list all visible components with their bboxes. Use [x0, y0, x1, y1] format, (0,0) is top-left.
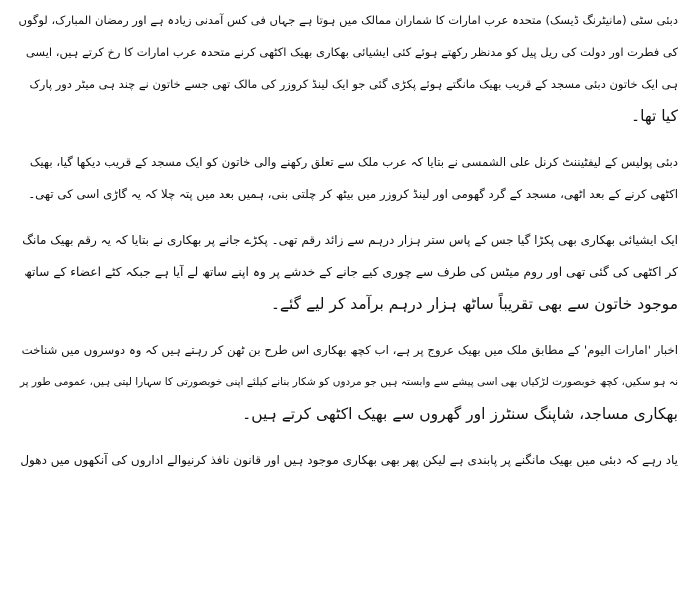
text-line: اخبار 'امارات الیوم' کے مطابق ملک میں بھیک عروج پر ہے، اب کچھ بھکاری اس طرح بن ٹھن کر رہتے ہیں کہ وہ دوسروں میں شناخت	[21, 343, 678, 357]
text-line: موجود خاتون سے بھی تقریباً ساٹھ ہزار درہم برآمد کر لیے گئے۔	[270, 295, 678, 313]
text-line: بھکاری مساجد، شاپنگ سنٹرز اور گھروں سے بھیک اکٹھی کرتے ہیں۔	[242, 405, 678, 423]
article-paragraph-1	[18, 4, 678, 132]
text-line: یاد رہے کہ دبئی میں بھیک مانگنے پر پابندی ہے لیکن پھر بھی بھکاری موجود ہیں اور قانون نافذ کرنیوالے اداروں کی آنکھوں میں دھول	[20, 453, 678, 467]
article-paragraph-5	[18, 444, 678, 476]
text-line: ایک ایشیائی بھکاری بھی پکڑا گیا جس کے پاس ستر ہزار درہم سے زائد رقم تھی۔ پکڑے جانے پر بھکاری نے بتایا کہ یہ رقم بھیک مانگ	[22, 233, 678, 247]
text-line: کیا تھا۔	[631, 107, 678, 125]
text-line: نہ ہو سکیں، کچھ خوبصورت لڑکیاں بھی اسی پیشے سے وابستہ ہیں جو مردوں کو شکار بنانے کیلئے اپنی خوبصورتی کا سہارا لیتی ہیں، عمومی طور پر	[19, 376, 678, 388]
article-paragraph-3	[18, 224, 678, 320]
text-line: ہی ایک خاتون دبئی مسجد کے قریب بھیک مانگتے ہوئے پکڑی گئی جو ایک لینڈ کروزر کی مالک تھی جسے خاتون نے چند ہی میٹر دور پارک	[29, 77, 678, 91]
text-line: کی فطرت اور دولت کی ریل پیل کو مدنظر رکھتے ہوئے کئی ایشیائی بھکاری بھیک اکٹھی کرنے متحدہ عرب امارات کا رخ کرتے ہیں، ایسی	[25, 45, 678, 59]
article-paragraph-4	[18, 334, 678, 430]
text-line: دبئی سٹی (مانیٹرنگ ڈیسک) متحدہ عرب امارات کا شماران ممالک میں ہوتا ہے جہاں فی کس آمدنی زیادہ ہے اور رمضان المبارک، لوگوں	[18, 13, 678, 27]
text-line: اکٹھی کرنے کے بعد اٹھی، مسجد کے گرد گھومی اور لینڈ کروزر میں بیٹھ کر چلتی بنی، ہمیں بعد میں پتہ چلا کہ یہ گاڑی اسی کی تھی۔	[28, 187, 678, 201]
text-line: کر اکٹھی کی گئی تھی اور روم میٹس کی طرف سے چوری کیے جانے کے خدشے پر وہ اپنے ساتھ لے آیا ہے جبکہ کٹے اعضاء کے ساتھ	[24, 265, 678, 279]
article-paragraph-2	[18, 146, 678, 210]
text-line: دبئی پولیس کے لیفٹیننٹ کرنل علی الشمسی نے بتایا کہ عرب ملک سے تعلق رکھنے والی خاتون کو ایک مسجد کے قریب دیکھا گیا، بھیک	[29, 155, 678, 169]
